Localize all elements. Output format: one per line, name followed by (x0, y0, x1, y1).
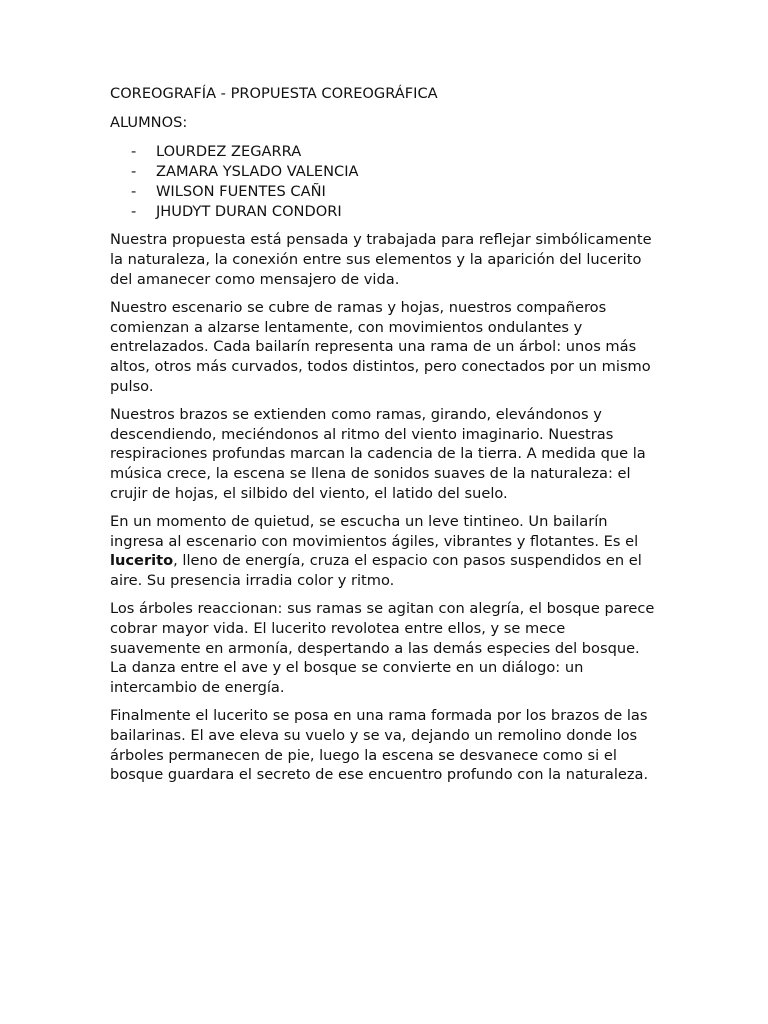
students-label: ALUMNOS: (110, 113, 188, 131)
student-name: WILSON FUENTES CAÑI (156, 182, 326, 200)
paragraph-text: , lleno de energía, cruza el espacio con pasos suspendidos en el aire. Su presencia irradia color y ritmo. (110, 552, 642, 589)
student-item (110, 162, 660, 182)
list-dash: - (131, 143, 137, 161)
student-name: LOURDEZ ZEGARRA (156, 143, 302, 161)
list-dash: - (131, 202, 137, 220)
paragraph-finale: Finalmente el lucerito se posa en una rama formada por los brazos de las bailarinas. El ave eleva su vuelo y se va, dejando un remolino donde los árboles permanecen de pie, luego la escena se desvanece como si el bosque guardara el secreto de ese encuentro profundo con la naturaleza. (110, 707, 649, 784)
document-body (110, 84, 660, 794)
student-list (110, 142, 660, 221)
list-dash: - (131, 162, 137, 180)
student-item (110, 202, 660, 222)
student-name: ZAMARA YSLADO VALENCIA (156, 162, 359, 180)
lucerito-bold: lucerito (110, 552, 174, 570)
paragraph-lucerito-entrance (110, 512, 660, 590)
student-item (110, 182, 660, 202)
paragraph-arms: Nuestros brazos se extienden como ramas, girando, elevándonos y descendiendo, meciéndonos al ritmo del viento imaginario. Nuestras respiraciones profundas marcan la cadencia de la tierra. A medida que la música crece, la escena se llena de sonidos suaves de la naturaleza: el crujir de hojas, el silbido del viento, el latido del suelo. (110, 406, 646, 502)
paragraph-intro: Nuestra propuesta está pensada y trabajada para reflejar simbólicamente la naturaleza, la conexión entre sus elementos y la aparición del lucerito del amanecer como mensajero de vida. (110, 231, 652, 288)
student-item (110, 142, 660, 162)
list-dash: - (131, 182, 137, 200)
document-title: COREOGRAFÍA - PROPUESTA COREOGRÁFICA (110, 85, 438, 102)
paragraph-text: En un momento de quietud, se escucha un leve tintineo. Un bailarín ingresa al escenario con movimientos ágiles, vibrantes y flotantes. Es el (110, 513, 639, 550)
paragraph-stage: Nuestro escenario se cubre de ramas y hojas, nuestros compañeros comienzan a alzarse lentamente, con movimientos ondulantes y entrelazados. Cada bailarín representa una rama de un árbol: unos más altos, otros más curvados, todos distintos, pero conectados por un mismo pulso. (110, 299, 651, 395)
paragraph-trees-react: Los árboles reaccionan: sus ramas se agitan con alegría, el bosque parece cobrar mayor vida. El lucerito revolotea entre ellos, y se mece suavemente en armonía, despertando a las demás especies del bosque. La danza entre el ave y el bosque se convierte en un diálogo: un intercambio de energía. (110, 600, 655, 696)
student-name: JHUDYT DURAN CONDORI (156, 202, 342, 220)
